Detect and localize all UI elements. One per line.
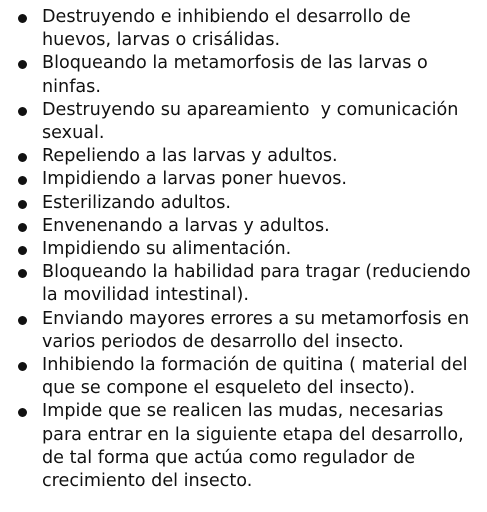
- list-item: [14, 192, 484, 215]
- list-item-text: Bloqueando la habilidad para tragar (reduciendo la movilidad intestinal).: [42, 262, 471, 306]
- bullet-dot-icon: [18, 107, 27, 116]
- list-item: [14, 400, 484, 493]
- list-item-text: Impidiendo su alimentación.: [42, 239, 292, 260]
- bullet-dot-icon: [18, 408, 27, 417]
- bullet-dot-icon: [18, 269, 27, 278]
- list-item: [14, 168, 484, 191]
- bullet-dot-icon: [18, 153, 27, 162]
- list-item: [14, 308, 484, 354]
- list-item: [14, 238, 484, 261]
- list-item-text: Bloqueando la metamorfosis de las larvas o ninfas.: [42, 53, 428, 97]
- bullet-dot-icon: [18, 246, 27, 255]
- bullet-list: [14, 6, 484, 493]
- bullet-dot-icon: [18, 316, 27, 325]
- list-item-text: Inhibiendo la formación de quitina ( material del que se compone el esqueleto del insecto).: [42, 355, 468, 399]
- list-item-text: Repeliendo a las larvas y adultos.: [42, 146, 338, 167]
- bullet-dot-icon: [18, 223, 27, 232]
- list-item-text: Destruyendo e inhibiendo el desarrollo de huevos, larvas o crisálidas.: [42, 7, 411, 51]
- list-item-text: Destruyendo su apareamiento y comunicación sexual.: [42, 99, 464, 144]
- bullet-dot-icon: [18, 60, 27, 69]
- list-item: [14, 145, 484, 168]
- list-item-text: Impide que se realicen las mudas, necesarias para entrar en la siguiente etapa del desarrollo, de tal forma que actúa como regulador de crecimiento del insecto.: [42, 401, 464, 492]
- bullet-dot-icon: [18, 200, 27, 209]
- list-item-text: Impidiendo a larvas poner huevos.: [42, 169, 347, 190]
- bullet-dot-icon: [18, 362, 27, 371]
- bullet-dot-icon: [18, 14, 27, 23]
- list-item: [14, 52, 484, 98]
- list-item: [14, 261, 484, 307]
- list-item-text: Envenenando a larvas y adultos.: [42, 215, 330, 236]
- list-item-text: Esterilizando adultos.: [42, 192, 232, 213]
- list-item-text: Enviando mayores errores a su metamorfosis en varios periodos de desarrollo del insecto.: [42, 308, 470, 352]
- list-item: [14, 99, 484, 145]
- list-item: [14, 354, 484, 400]
- list-item: [14, 6, 484, 52]
- bullet-dot-icon: [18, 176, 27, 185]
- list-item: [14, 215, 484, 238]
